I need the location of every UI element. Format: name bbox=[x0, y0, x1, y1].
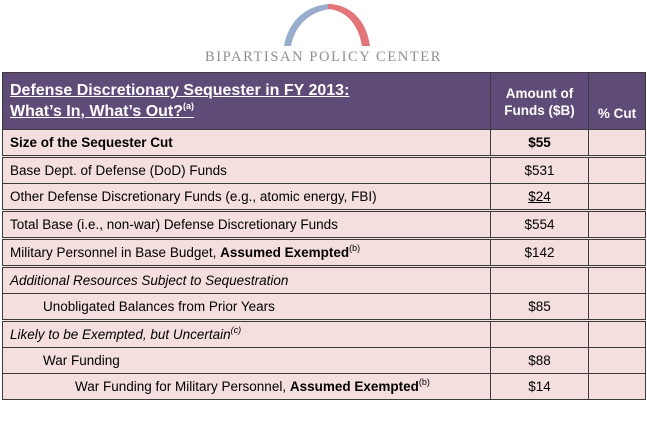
row-label-emphasis: Assumed Exempted bbox=[289, 379, 419, 394]
row-label: Other Defense Discretionary Funds (e.g., atomic energy, FBI) bbox=[3, 184, 491, 211]
row-label: Base Dept. of Defense (DoD) Funds bbox=[3, 157, 491, 184]
row-label-text: Military Personnel in Base Budget, bbox=[10, 245, 221, 260]
table-row bbox=[3, 130, 646, 157]
row-label: Size of the Sequester Cut bbox=[3, 130, 491, 157]
row-label: Additional Resources Subject to Sequestration bbox=[3, 267, 491, 294]
table-row bbox=[3, 211, 646, 239]
col-amount-line1: Amount of bbox=[505, 86, 574, 101]
row-label bbox=[3, 374, 491, 400]
row-pct bbox=[589, 157, 646, 184]
title-footnote: (a) bbox=[183, 100, 195, 111]
row-label bbox=[3, 321, 491, 348]
row-label-emphasis: Assumed Exempted bbox=[220, 245, 350, 260]
row-label: War Funding bbox=[3, 348, 491, 374]
row-pct bbox=[589, 239, 646, 267]
row-footnote: (b) bbox=[349, 242, 361, 253]
row-value: $554 bbox=[491, 211, 589, 239]
table-row bbox=[3, 184, 646, 211]
org-name: BIPARTISAN POLICY CENTER bbox=[204, 49, 443, 65]
row-label: Unobligated Balances from Prior Years bbox=[3, 294, 491, 321]
row-pct bbox=[589, 267, 646, 294]
table-row bbox=[3, 239, 646, 267]
row-pct bbox=[589, 294, 646, 321]
capitol-dome-icon bbox=[270, 0, 380, 48]
row-value bbox=[491, 267, 589, 294]
row-value: $14 bbox=[491, 374, 589, 400]
row-label: Total Base (i.e., non-war) Defense Discretionary Funds bbox=[3, 211, 491, 239]
table-row bbox=[3, 294, 646, 321]
row-value: $24 bbox=[491, 184, 589, 211]
col-amount-header bbox=[491, 73, 589, 130]
col-pct-header: % Cut bbox=[589, 73, 646, 130]
row-value: $531 bbox=[491, 157, 589, 184]
table-row bbox=[3, 267, 646, 294]
table-header-row bbox=[3, 73, 646, 130]
table-row bbox=[3, 321, 646, 348]
row-pct bbox=[589, 184, 646, 211]
row-pct bbox=[589, 211, 646, 239]
table-title bbox=[3, 73, 491, 130]
table-title-line2-wrap bbox=[10, 101, 490, 122]
row-value: $88 bbox=[491, 348, 589, 374]
col-amount-line2: Funds ($B) bbox=[504, 103, 575, 118]
row-pct bbox=[589, 321, 646, 348]
table-row bbox=[3, 157, 646, 184]
table-row bbox=[3, 374, 646, 400]
row-footnote: (c) bbox=[230, 324, 242, 335]
table-row bbox=[3, 348, 646, 374]
row-pct bbox=[589, 348, 646, 374]
row-value bbox=[491, 321, 589, 348]
row-value: $55 bbox=[491, 130, 589, 157]
table-title-line2: What’s In, What’s Out? bbox=[10, 103, 184, 120]
row-label-text: War Funding for Military Personnel, bbox=[75, 379, 290, 394]
row-value: $142 bbox=[491, 239, 589, 267]
row-pct bbox=[589, 130, 646, 157]
row-value: $85 bbox=[491, 294, 589, 321]
row-pct bbox=[589, 374, 646, 400]
table-title-line1: Defense Discretionary Sequester in FY 2013: bbox=[10, 82, 350, 99]
logo bbox=[0, 0, 647, 72]
row-label-text: Likely to be Exempted, but Uncertain bbox=[10, 327, 231, 342]
row-footnote: (b) bbox=[418, 376, 430, 387]
row-label bbox=[3, 239, 491, 267]
sequester-table bbox=[2, 72, 646, 400]
